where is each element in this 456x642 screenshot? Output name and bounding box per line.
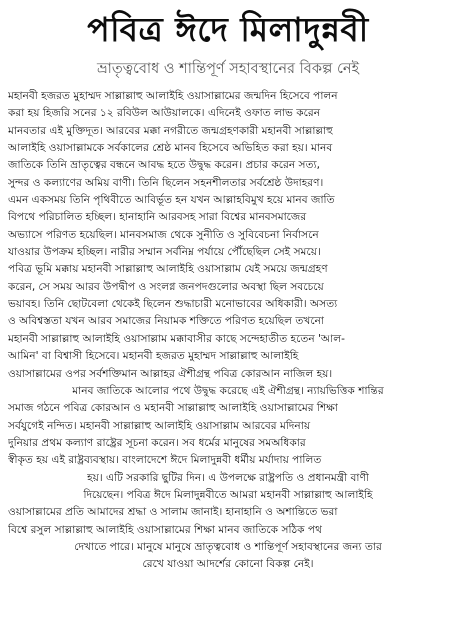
body-line: যাওয়ার উপক্রম হচ্ছিল। নারীর সম্মান সর্বনিম্ন পর্যায়ে পৌঁছেছিল সেই সময়ে। <box>8 246 321 259</box>
body-line: হয়। এটি সরকারি ছুটির দিন। এ উপলক্ষে রাষ্ট্রপতি ও প্রধানমন্ত্রী বাণী <box>87 471 369 484</box>
body-line: সমাজ গঠনে পবিত্র কোরআন ও মহানবী সাল্লাল্লাহু আলাইহি ওয়াসাল্লামের শিক্ষা <box>8 402 338 415</box>
body-line: আমিন' বা বিশ্বাসী হিসেবে। মহানবী হজরত মুহাম্মদ সাল্লাল্লাহু আলাইহি <box>8 350 299 363</box>
body-line: দেখাতে পারে। মানুষে মানুষে ভ্রাতৃত্ববোধ ও শান্তিপূর্ণ সহাবস্থানের জন্য তার <box>74 540 382 553</box>
body-line: করেন, সে সময় আরব উপদ্বীপ ও সংলগ্ন জনপদগুলোর অবস্থা ছিল সবচেয়ে <box>8 280 324 293</box>
body-line: ওয়াসাল্লামের ওপর সর্বশক্তিমান আল্লাহর ঐশীগ্রন্থ পবিত্র কোরআন নাজিল হয়। <box>8 367 333 380</box>
body-line: বিশ্বে রসুল সাল্লাল্লাহু আলাইহি ওয়াসাল্লামের শিক্ষা মানব জাতিকে সঠিক পথ <box>8 523 322 536</box>
article-headline: পবিত্র ঈদে মিলাদুন্নবী <box>87 10 369 49</box>
body-line: মহানবী সাল্লাল্লাহু আলাইহি ওয়াসাল্লাম মক্কাবাসীর কাছে সন্দেহাতীত হতেন 'আল- <box>8 332 345 345</box>
body-line: স্বীকৃত হয় এই রাষ্ট্রব্যবস্থায়। বাংলাদেশে ঈদে মিলাদুন্নবী ধর্মীয় মর্যাদায় পালিত <box>8 454 322 467</box>
body-line: ভয়াবহ। তিনি ছোটবেলা থেকেই ছিলেন শুদ্ধাচারী মনোভাবের অধিকারী। অসত্য <box>8 298 338 311</box>
body-line: মানব জাতিকে আলোর পথে উদ্বুদ্ধ করেছে এই ঐশীগ্রন্থ। ন্যায়ভিত্তিক শান্তির <box>72 384 384 397</box>
body-line: মহানবী হজরত মুহাম্মদ সাল্লাল্লাহু আলাইহি ওয়াসাল্লামের জন্মদিন হিসেবে পালন <box>8 90 338 102</box>
body-line: রেখে যাওয়া আদর্শের কোনো বিকল্প নেই। <box>142 558 314 571</box>
body-line: বিপথে পরিচালিত হচ্ছিল। হানাহানি আরবসহ সারা বিশ্বের মানবসমাজের <box>8 211 307 224</box>
body-line: দুনিয়ার প্রথম কল্যাণ রাষ্ট্রের সূচনা করেন। সব ধর্মের মানুষের সমঅধিকার <box>8 436 306 449</box>
body-line: সুন্দর ও কল্যাণের অমিয় বাণী। তিনি ছিলেন সহনশীলতার সর্বশ্রেষ্ঠ উদাহরণ। <box>8 176 324 189</box>
body-line: পবিত্র ভূমি মক্কায় মহানবী সাল্লাল্লাহু আলাইহি ওয়াসাল্লাম যেই সময়ে জন্মগ্রহণ <box>8 263 328 276</box>
body-line: ও অবিশ্বস্ততা যখন আরব সমাজের নিয়ামক শক্তিতে পরিণত হয়েছিল তখনো <box>8 315 324 328</box>
body-line: মানবতার এই মুক্তিদূত। আরবের মক্কা নগরীতে জন্মগ্রহণকারী মহানবী সাল্লাল্লাহু <box>8 124 333 137</box>
body-line: অভ্যাসে পরিণত হয়েছিল। মানবসমাজ থেকে সুনীতি ও সুবিবেচনা নির্বাসনে <box>8 228 319 241</box>
body-line: দিয়েছেন। পবিত্র ঈদে মিলাদুন্নবীতে আমরা মহানবী সাল্লাল্লাহু আলাইহি <box>83 488 373 501</box>
article-subheadline: ভ্রাতৃত্ববোধ ও শান্তিপূর্ণ সহাবস্থানের বিকল্প নেই <box>96 61 360 77</box>
article-body <box>8 88 448 574</box>
body-line: জাতিকে তিনি ভ্রাতৃত্বের বন্ধনে আবদ্ধ হতে উদ্বুদ্ধ করেন। প্রচার করেন সত্য, <box>8 159 320 172</box>
body-line: এমন একসময় তিনি পৃথিবীতে আবির্ভূত হন যখন আল্লাহবিমুখ হয়ে মানব জাতি <box>8 194 335 207</box>
body-line: সর্বযুগেই নন্দিত। মহানবী সাল্লাল্লাহু আলাইহি ওয়াসাল্লাম আরবের মদিনায় <box>8 419 311 432</box>
body-line: ওয়াসাল্লামের প্রতি আমাদের শ্রদ্ধা ও সালাম জানাই। হানাহানি ও অশান্তিতে ভরা <box>8 506 338 519</box>
body-line: আলাইহি ওয়াসাল্লামকে সর্বকালের শ্রেষ্ঠ মানব হিসেবে অভিহিত করা হয়। মানব <box>8 142 333 155</box>
body-line: করা হয় হিজরি সনের ১২ রবিউল আউয়ালকে। এদিনেই ওফাত লাভ করেন <box>8 107 321 120</box>
